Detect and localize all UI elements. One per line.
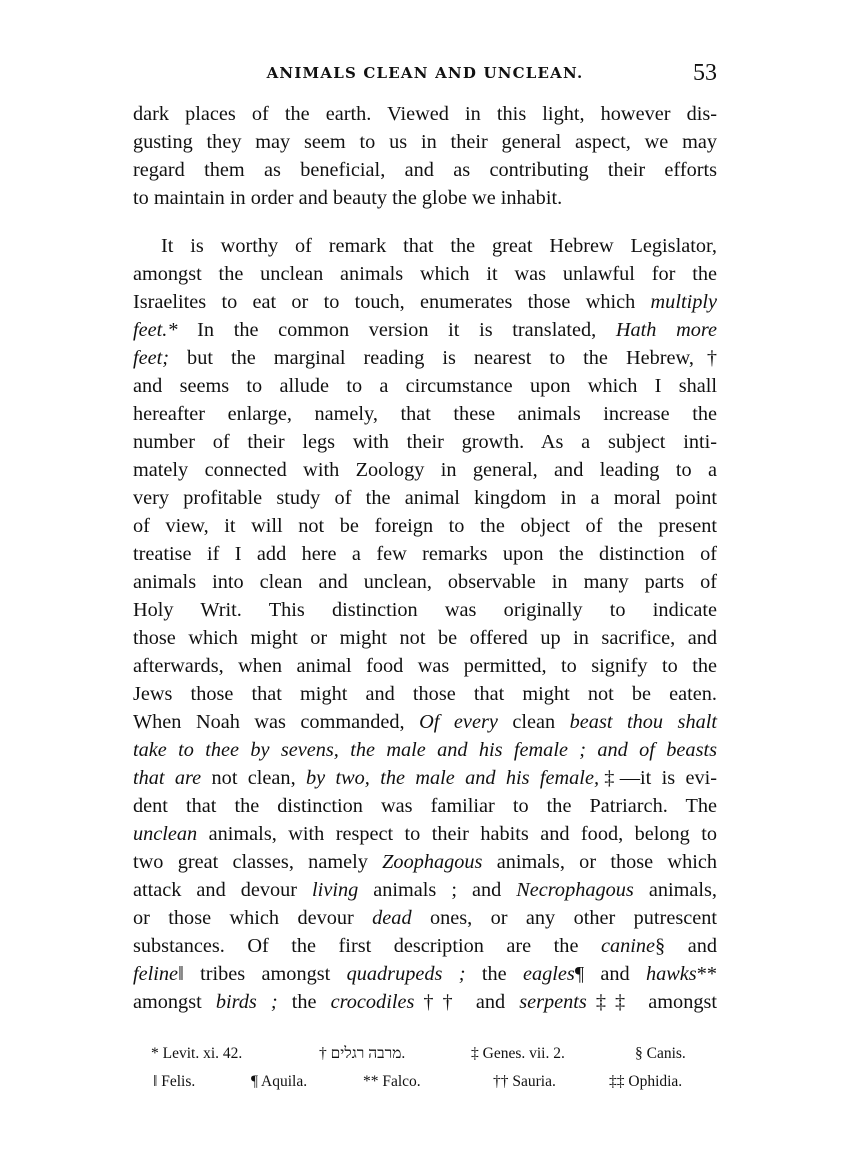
running-head: ANIMALS CLEAN AND UNCLEAN. (266, 64, 584, 82)
footnotes (133, 1040, 717, 1096)
text-line: When Noah was commanded, Of every clean beast thou shalt (133, 711, 717, 733)
text-line: Jews those that might and those that might not be eaten. (133, 683, 717, 705)
text-line: and seems to allude to a circumstance upon which I shall (133, 375, 717, 397)
text-line: dark places of the earth. Viewed in this light, however dis- (133, 103, 717, 125)
page-number: 53 (693, 60, 717, 86)
text-line: very profitable study of the animal kingdom in a moral point (133, 487, 717, 509)
text-line: amongst birds ; the crocodiles†† and serpents‡‡ amongst (133, 991, 718, 1013)
text-line: that are not clean, by two, the male and his female,‡—it is evi- (133, 767, 718, 789)
text-line: Holy Writ. This distinction was originally to indicate (133, 599, 717, 621)
footnote: * Levit. xi. 42. (151, 1045, 243, 1062)
text-line: afterwards, when animal food was permitted, to signify to the (133, 655, 717, 677)
text-line: number of their legs with their growth. As a subject inti- (133, 431, 717, 453)
footnote: † מרבה רגלים. (319, 1045, 406, 1062)
text-line: amongst the unclean animals which it was unlawful for the (133, 263, 717, 285)
text-line: feline‖ tribes amongst quadrupeds ; the eagles¶ and hawks** (133, 963, 717, 985)
text-line: to maintain in order and beauty the globe we inhabit. (133, 187, 563, 209)
paragraph (133, 232, 717, 1016)
text-line: or those which devour dead ones, or any other putrescent (133, 907, 717, 929)
text-line: treatise if I add here a few remarks upon the distinction of (133, 543, 717, 565)
text-line: dent that the distinction was familiar to the Patriarch. The (133, 795, 717, 817)
text-line: attack and devour living animals ; and Necrophagous animals, (133, 879, 717, 901)
text-line: of view, it will not be foreign to the object of the present (133, 515, 717, 537)
body-text (133, 100, 717, 1016)
footnote: ¶ Aquila. (251, 1073, 308, 1090)
text-line: take to thee by sevens, the male and his female ; and of beasts (133, 739, 717, 761)
text-line: feet.* In the common version it is translated, Hath more (133, 319, 717, 341)
text-line: substances. Of the first description are the canine§ and (133, 935, 717, 957)
footnote: ‡‡ Ophidia. (609, 1073, 683, 1090)
footnote: ** Falco. (363, 1073, 421, 1090)
page-header (133, 60, 717, 90)
text-line: those which might or might not be offered up in sacrifice, and (133, 627, 717, 649)
footnote: § Canis. (635, 1045, 686, 1062)
footnote: ‖ Felis. (153, 1073, 196, 1090)
text-line: hereafter enlarge, namely, that these animals increase the (133, 403, 717, 425)
text-line: two great classes, namely Zoophagous animals, or those which (133, 851, 717, 873)
text-line: unclean animals, with respect to their habits and food, belong to (133, 823, 717, 845)
footnote-row (133, 1040, 717, 1068)
footnote-row (133, 1068, 717, 1096)
text-line: Israelites to eat or to touch, enumerates those which multiply (133, 291, 717, 313)
footnote: †† Sauria. (493, 1073, 556, 1090)
text-line: regard them as beneficial, and as contributing their efforts (133, 159, 717, 181)
footnote: ‡ Genes. vii. 2. (471, 1045, 565, 1062)
text-line: It is worthy of remark that the great Hebrew Legislator, (161, 235, 717, 257)
text-line: mately connected with Zoology in general, and leading to a (133, 459, 717, 481)
text-line: gusting they may seem to us in their general aspect, we may (133, 131, 717, 153)
text-line: animals into clean and unclean, observable in many parts of (133, 571, 717, 593)
text-line: feet; but the marginal reading is nearest to the Hebrew,† (133, 347, 717, 369)
paragraph (133, 100, 717, 212)
